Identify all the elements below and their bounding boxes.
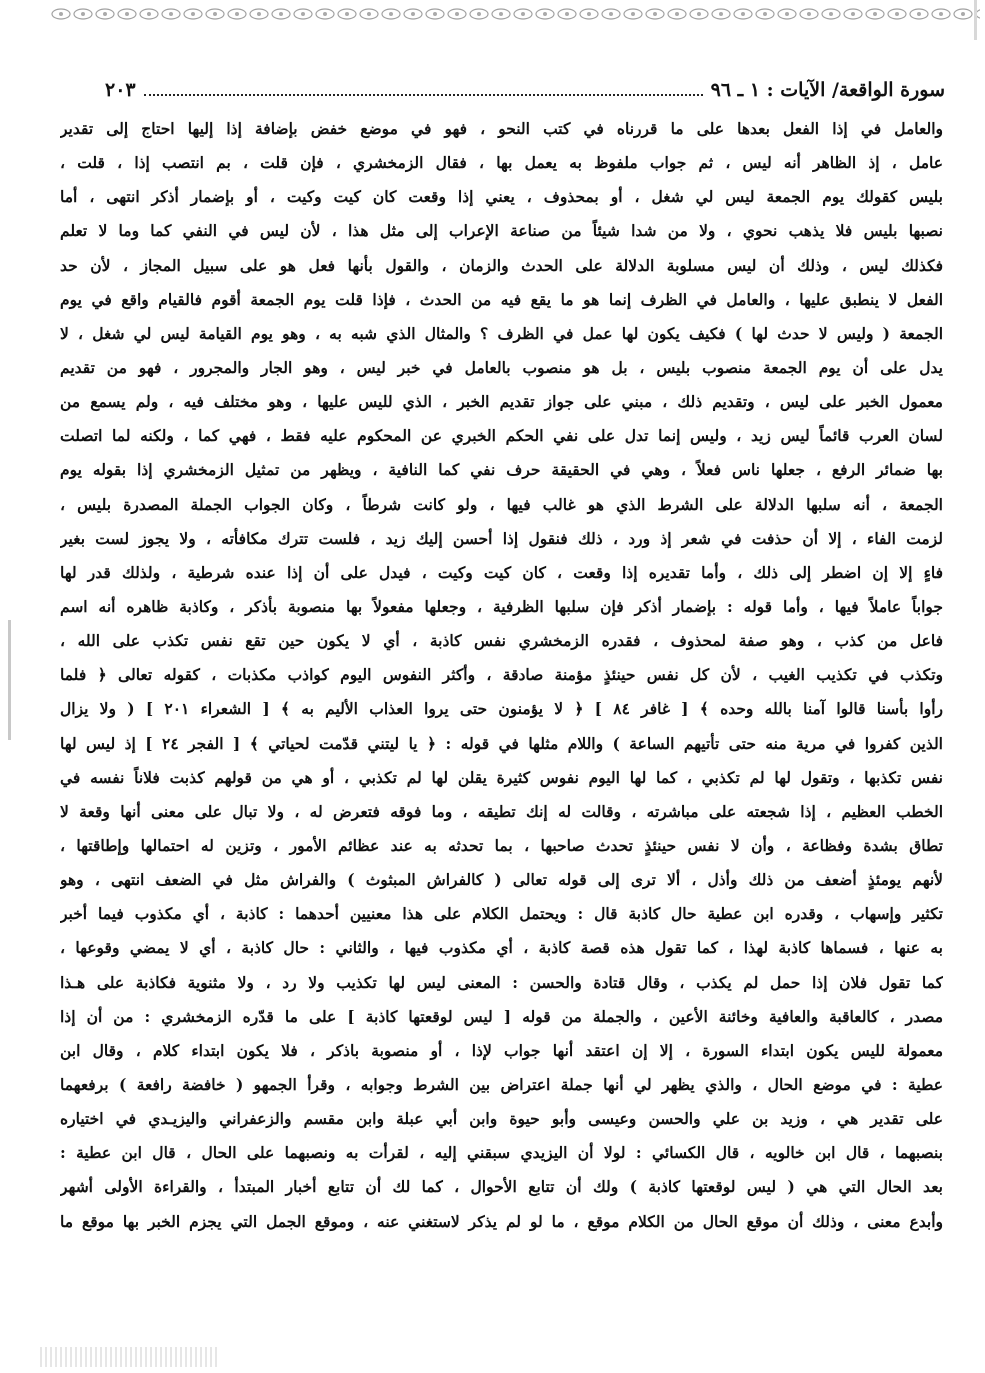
text-line: مصدر ، كالعاقبة والعافية وخائنة الأعين ، والجملة من قوله [ ليس لوقعتها كاذبة ] على ما قدّره الزمخشري : من أن إذا bbox=[60, 1006, 943, 1026]
page-number: ٢٠٣ bbox=[105, 79, 136, 101]
text-line: فاءٍ إلا إن اضطر إلى ذلك ، وأما تقديره إذا وقعت ، كان كيت وكيت ، فيدل على أن إذا عنده شرطية ، ولذلك قدر لها bbox=[60, 562, 943, 582]
text-line: الفعل لا ينطبق عليها ، والعامل في الظرف إنما هو ما يقع فيه من الحدث ، فإذا قلت يوم الجمعة أقوم فالقيام واقع في يوم bbox=[60, 289, 943, 309]
text-line: به عنها ، فسماها كاذبة لهذا ، كما تقول هذه قصة كاذبة ، أي مكذوب فيها ، والثاني : حال كاذبة ، أي لا يمضي وقوعها ، bbox=[60, 938, 943, 958]
ornament-pattern-icon bbox=[50, 6, 980, 22]
text-line: بنصبهما ، قال ابن خالويه ، قال الكسائي : لولا أن اليزيدي سبقني إليه ، لقرأت به ونصبهما على الحال ، قال ابن عطية : bbox=[60, 1143, 943, 1163]
text-line: تكثير وإسهاب ، وقدره ابن عطية حال كاذبة قال : ويحتمل الكلام على هذا معنيين أحدهما : كاذبة ، أي مكذوب فيما أخبر bbox=[60, 904, 943, 924]
text-line: الخطب العظيم ، إذا شجعته على مباشرته ، وقالت له إنك تطيقه ، وما فوقه فتعرض له ، ولا تبال على معنى أنها وقعة لا bbox=[60, 801, 943, 821]
text-line: والعامل في إذا الفعل بعدها على ما قررناه في كتب النحو ، فهو في موضع خفض بإضافة إذا إليها احتاج إلى تقدير bbox=[60, 119, 943, 138]
text-line: يدل على أن يوم الجمعة منصوب بليس ، بل هو منصوب بالعامل في خبر ليس ، وهو الجار والمجرور ، فهو من تقديم bbox=[60, 357, 943, 377]
text-line: الجمعة ، أنه سلبها الدلالة على الشرط الذي هو غالب فيها ، ولو كانت شرطاً ، وكان الجواب الجملة المصدرة بليس ، bbox=[60, 494, 943, 514]
text-line: بها ضمائر الرفع ، جعلها ناس فعلاً ، وهي في الحقيقة حرف نفي كما النافية ، ويظهر من تمثيل الزمخشري إذا بقوله يوم bbox=[60, 460, 943, 480]
ornamental-border bbox=[50, 6, 980, 22]
text-line: لأنهم يومئذٍ أضعف من ذلك وأذل ، ألا ترى إلى قوله تعالى ( كالفراش المبثوث ) والفراش مثل في الضعف انتهى ، وهو bbox=[60, 870, 943, 890]
text-line: فكذلك ليس ، وذلك أن ليس مسلوبة الدلالة على الحدث والزمان ، والقول بأنها فعل هو على سبيل المجاز ، لأن حد bbox=[60, 255, 943, 275]
page-header bbox=[105, 70, 945, 104]
text-line: فاعل من كذب ، وهو صفة لمحذوف ، فقدره الزمخشري نفس كاذبة ، أي لا يكون حين تقع نفس تكذب على الله ، bbox=[60, 631, 943, 651]
text-line: تطاق بشدة وفظاعة ، وأن لا نفس حينئذٍ تحدث صاحبها ، بما تحدثه به عند عظائم الأمور ، وتزين له احتمالها وإطاقتها ، bbox=[60, 835, 943, 855]
text-line: على تقدير هي ، وزيد بن علي والحسن وعيسى وأبو حيوة وابن أبي عبلة وابن مقسم والزعفراني واليزيـدي في اختياره bbox=[60, 1109, 943, 1129]
text-line: بليس كقولك يوم الجمعة ليس لي شغل ، أو بمحذوف ، يعني إذا وقعت كان كيت وكيت ، أو بإضمار أذكر انتهى ، أما bbox=[60, 187, 943, 207]
scan-edge-mark-left bbox=[8, 620, 11, 740]
text-line: الجمعة ( وليس لا حدث لها ) فكيف يكون لها عمل في الظرف ؟ والمثال الذي شبه به ، وهو يوم القيامة ليس لي شغل ، لا bbox=[60, 323, 943, 343]
running-title: سورة الواقعة/ الآيات : ١ ـ ٩٦ bbox=[710, 79, 945, 101]
text-line: وتكذب في تكذيب الغيب ، لأن كل نفس حينئذٍ مؤمنة صادقة ، وأكثر النفوس اليوم كواذب مكذبات ، كقوله تعالى ﴿ فلما bbox=[60, 665, 943, 685]
text-line: نفس تكذبها ، وتقول لها لم تكذبي ، كما لها اليوم نفوس كثيرة يقلن لها لم تكذبي ، أو هي من قولهم كذبت فلاناً نفسه في bbox=[60, 767, 943, 787]
text-line: وأبدع معنى ، وذلك أن موقع الحال من الكلام موقع ، ما لو لم يذكر لاستغني عنه ، وموقع الجمل التي يجزم الخبر بها موقع ما bbox=[60, 1211, 943, 1231]
scan-edge-mark bbox=[974, 0, 977, 40]
text-line: رأوا بأسنا قالوا آمنا بالله وحده ﴾ [ غافر ٨٤ ] ﴿ لا يؤمنون حتى يروا العذاب الأليم به ﴾ [ الشعراء ٢٠١ ] ( ولا يزال bbox=[60, 699, 943, 719]
text-line: نصبها بليس فلا يذهب نحوي ، ولا من شدا شيئاً من صناعة الإعراب إلى مثل هذا ، لأن ليس في النفي كما وما لا تعلم bbox=[60, 221, 943, 241]
text-line: لسان العرب قائماً ليس زيد ، وليس إنما تدل على نفي الحكم الخبري عن المحكوم عليه فقط ، فهي كما ، ولكنه لما اتصلت bbox=[60, 426, 943, 446]
main-text bbox=[60, 112, 943, 1239]
scan-noise bbox=[40, 1347, 220, 1367]
text-line: بعد الحال التي هي ( ليس لوقعتها كاذبة ) ولك أن تتابع الأحوال ، كما لك أن تتابع أخبار المبتدأ ، والقراءة الأولى أشهر bbox=[60, 1177, 943, 1197]
text-line: معمولة لليس يكون ابتداء السورة ، إلا إن اعتقد أنها جواب لإذا ، أو منصوبة باذكر ، فلا يكون ابتداء كلام ، وقال ابن bbox=[60, 1040, 943, 1060]
text-line: كما تقول فلان إذا حمل لم يكذب ، وقال قتادة والحسن : المعنى ليس لها تكذيب ولا رد ، ولا مثنوية فكاذبة على هـذا bbox=[60, 972, 943, 992]
text-line: الذين كفروا في مرية منه حتى تأتيهم الساعة ) واللام مثلها في قوله : ﴿ يا ليتني قدّمت لحياتي ﴾ [ الفجر ٢٤ ] إذ ليس لها bbox=[60, 733, 943, 753]
header-leader-dots bbox=[144, 94, 703, 96]
text-line: لزمت الفاء ، إلا أن حذفت في شعر إذ ورد ، ذلك فنقول إذا أحسن إليك زيد ، فلست تترك مكافأته ، ولا يجوز لست بغير bbox=[60, 528, 943, 548]
text-line: عامل ، إذ الظاهر أنه ليس ، ثم جواب ملفوظ به يعمل بها ، فقال الزمخشري ، فإن قلت ، بم انتصب إذا ، قلت ، bbox=[60, 153, 943, 173]
text-line: معمول الخبر على ليس ، وتقديم ذلك ، مبني على جواز تقديم الخبر ، الذي لليس عليها ، وهو مختلف فيه ، ولم يسمع من bbox=[60, 392, 943, 412]
text-line: عطية : في موضع الحال ، والذي يظهر لي أنها جملة اعتراض بين الشرط وجوابه ، وقرأ الجمهو ( خافضة رافعة ) برفعهما bbox=[60, 1074, 943, 1094]
text-line: جواباً عاملاً فيها ، وأما قوله : بإضمار أذكر فإن سلبها الظرفية ، وجعلها مفعولاً بها منصوبة بأذكر ، وكاذبة ظاهره أنه اسم bbox=[60, 596, 943, 616]
